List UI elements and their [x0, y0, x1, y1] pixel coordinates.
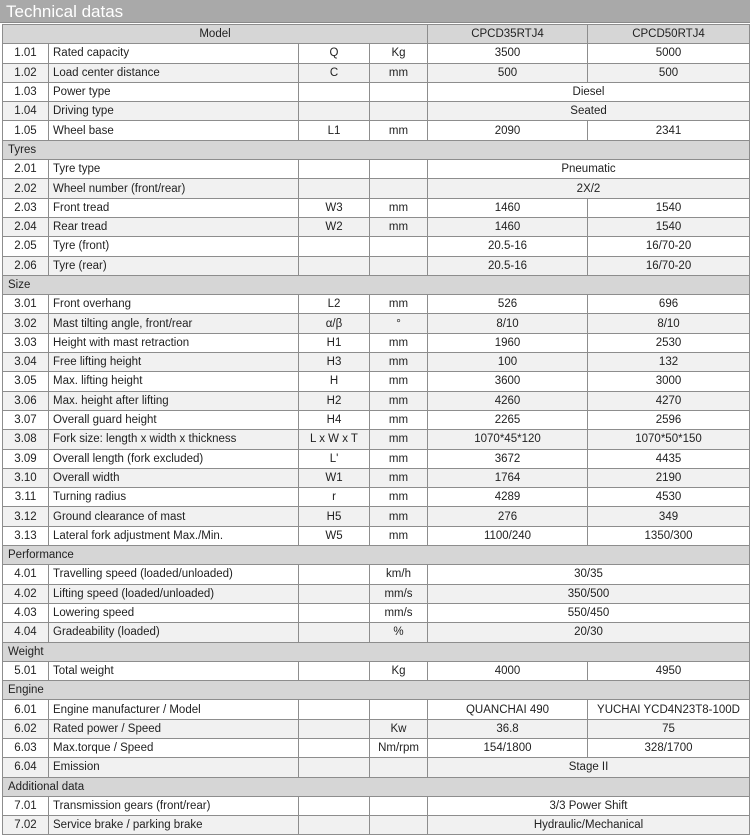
row-value-shared: 2X/2 — [428, 179, 750, 198]
row-number: 1.01 — [3, 44, 49, 63]
row-symbol: H2 — [299, 391, 370, 410]
table-row — [3, 295, 750, 314]
row-label: Rated power / Speed — [49, 719, 299, 738]
row-unit: mm — [370, 121, 428, 140]
row-unit: mm — [370, 449, 428, 468]
row-number: 3.01 — [3, 295, 49, 314]
row-label: Total weight — [49, 661, 299, 680]
row-value-model-2: 1540 — [588, 198, 750, 217]
row-label: Front overhang — [49, 295, 299, 314]
row-symbol — [299, 738, 370, 757]
row-symbol: Q — [299, 44, 370, 63]
row-value-model-2: 1350/300 — [588, 526, 750, 545]
table-row — [3, 237, 750, 256]
row-value-model-2: 1070*50*150 — [588, 430, 750, 449]
row-symbol — [299, 584, 370, 603]
row-number: 2.03 — [3, 198, 49, 217]
row-value-model-2: 4530 — [588, 488, 750, 507]
table-row — [3, 121, 750, 140]
row-label: Front tread — [49, 198, 299, 217]
row-value-model-1: 20.5-16 — [428, 237, 588, 256]
row-unit — [370, 758, 428, 777]
row-symbol — [299, 160, 370, 179]
row-unit: % — [370, 623, 428, 642]
row-symbol: H1 — [299, 333, 370, 352]
row-number: 6.04 — [3, 758, 49, 777]
section-title: Engine — [3, 681, 750, 700]
row-symbol — [299, 82, 370, 101]
row-value-shared: 20/30 — [428, 623, 750, 642]
row-label: Wheel base — [49, 121, 299, 140]
row-unit: mm — [370, 63, 428, 82]
row-symbol — [299, 102, 370, 121]
model-label: Model — [3, 25, 428, 44]
table-row — [3, 700, 750, 719]
row-number: 6.01 — [3, 700, 49, 719]
row-number: 3.02 — [3, 314, 49, 333]
row-label: Ground clearance of mast — [49, 507, 299, 526]
row-label: Wheel number (front/rear) — [49, 179, 299, 198]
table-row — [3, 738, 750, 757]
row-label: Lowering speed — [49, 603, 299, 622]
row-value-shared: Stage II — [428, 758, 750, 777]
row-label: Fork size: length x width x thickness — [49, 430, 299, 449]
row-symbol: L' — [299, 449, 370, 468]
row-value-shared: 350/500 — [428, 584, 750, 603]
table-row — [3, 179, 750, 198]
section-header — [3, 642, 750, 661]
row-label: Free lifting height — [49, 353, 299, 372]
section-title: Tyres — [3, 140, 750, 159]
row-number: 3.07 — [3, 410, 49, 429]
row-value-model-2: 2190 — [588, 468, 750, 487]
row-label: Tyre type — [49, 160, 299, 179]
row-symbol — [299, 816, 370, 835]
table-row — [3, 198, 750, 217]
row-symbol — [299, 603, 370, 622]
row-number: 2.04 — [3, 217, 49, 236]
row-number: 3.03 — [3, 333, 49, 352]
row-unit: mm — [370, 410, 428, 429]
row-label: Mast tilting angle, front/rear — [49, 314, 299, 333]
row-value-model-2: 4950 — [588, 661, 750, 680]
row-symbol — [299, 796, 370, 815]
row-number: 3.05 — [3, 372, 49, 391]
row-number: 3.13 — [3, 526, 49, 545]
row-number: 2.02 — [3, 179, 49, 198]
table-row — [3, 796, 750, 815]
row-unit: mm — [370, 391, 428, 410]
row-value-model-1: 2090 — [428, 121, 588, 140]
row-unit: mm — [370, 526, 428, 545]
row-label: Engine manufacturer / Model — [49, 700, 299, 719]
row-unit: mm — [370, 507, 428, 526]
table-row — [3, 565, 750, 584]
row-value-model-2: 16/70-20 — [588, 237, 750, 256]
row-number: 3.08 — [3, 430, 49, 449]
table-row — [3, 526, 750, 545]
spec-table — [2, 24, 750, 835]
row-unit — [370, 82, 428, 101]
row-unit: mm — [370, 333, 428, 352]
row-value-model-1: 500 — [428, 63, 588, 82]
row-unit: mm — [370, 353, 428, 372]
row-value-model-2: 349 — [588, 507, 750, 526]
row-symbol: W5 — [299, 526, 370, 545]
table-row — [3, 603, 750, 622]
row-label: Rated capacity — [49, 44, 299, 63]
row-value-model-1: 36.8 — [428, 719, 588, 738]
row-value-model-2: 696 — [588, 295, 750, 314]
row-value-model-2: 3000 — [588, 372, 750, 391]
row-unit: mm — [370, 468, 428, 487]
row-symbol: W3 — [299, 198, 370, 217]
row-label: Tyre (rear) — [49, 256, 299, 275]
row-unit: Kg — [370, 44, 428, 63]
row-value-shared: 30/35 — [428, 565, 750, 584]
row-value-model-2: 2596 — [588, 410, 750, 429]
table-row — [3, 217, 750, 236]
table-row — [3, 488, 750, 507]
row-unit: mm — [370, 488, 428, 507]
table-row — [3, 314, 750, 333]
table-row — [3, 333, 750, 352]
row-label: Max. lifting height — [49, 372, 299, 391]
row-label: Overall length (fork excluded) — [49, 449, 299, 468]
row-symbol — [299, 758, 370, 777]
row-symbol: C — [299, 63, 370, 82]
section-header — [3, 140, 750, 159]
row-unit: mm/s — [370, 584, 428, 603]
row-number: 3.06 — [3, 391, 49, 410]
row-number: 3.10 — [3, 468, 49, 487]
model-1: CPCD35RTJ4 — [428, 25, 588, 44]
section-header — [3, 777, 750, 796]
row-symbol — [299, 256, 370, 275]
row-number: 7.02 — [3, 816, 49, 835]
row-label: Travelling speed (loaded/unloaded) — [49, 565, 299, 584]
table-row — [3, 430, 750, 449]
row-unit — [370, 256, 428, 275]
row-value-model-1: 8/10 — [428, 314, 588, 333]
row-symbol: H3 — [299, 353, 370, 372]
row-unit — [370, 816, 428, 835]
row-symbol: L1 — [299, 121, 370, 140]
row-unit: mm — [370, 372, 428, 391]
section-title: Performance — [3, 546, 750, 565]
row-value-model-2: 2341 — [588, 121, 750, 140]
row-value-shared: 3/3 Power Shift — [428, 796, 750, 815]
row-number: 4.02 — [3, 584, 49, 603]
table-row — [3, 372, 750, 391]
row-label: Lifting speed (loaded/unloaded) — [49, 584, 299, 603]
row-value-model-1: 1460 — [428, 198, 588, 217]
row-symbol: L x W x T — [299, 430, 370, 449]
row-number: 6.03 — [3, 738, 49, 757]
table-row — [3, 44, 750, 63]
page-title: Technical datas — [6, 2, 124, 21]
row-symbol: H4 — [299, 410, 370, 429]
table-row — [3, 102, 750, 121]
row-value-model-1: 1100/240 — [428, 526, 588, 545]
row-label: Overall guard height — [49, 410, 299, 429]
row-symbol — [299, 565, 370, 584]
row-label: Height with mast retraction — [49, 333, 299, 352]
row-label: Tyre (front) — [49, 237, 299, 256]
section-title: Size — [3, 275, 750, 294]
row-label: Emission — [49, 758, 299, 777]
section-header — [3, 681, 750, 700]
row-number: 6.02 — [3, 719, 49, 738]
row-unit — [370, 160, 428, 179]
row-value-model-1: 1460 — [428, 217, 588, 236]
row-value-model-2: 1540 — [588, 217, 750, 236]
row-label: Max. height after lifting — [49, 391, 299, 410]
row-number: 4.03 — [3, 603, 49, 622]
row-value-shared: Diesel — [428, 82, 750, 101]
row-value-model-1: 526 — [428, 295, 588, 314]
row-number: 1.05 — [3, 121, 49, 140]
row-symbol — [299, 661, 370, 680]
row-number: 7.01 — [3, 796, 49, 815]
table-row — [3, 63, 750, 82]
row-symbol — [299, 237, 370, 256]
row-value-model-2: 132 — [588, 353, 750, 372]
row-label: Lateral fork adjustment Max./Min. — [49, 526, 299, 545]
row-unit — [370, 179, 428, 198]
row-unit — [370, 102, 428, 121]
row-value-model-1: 3500 — [428, 44, 588, 63]
row-value-model-1: 20.5-16 — [428, 256, 588, 275]
row-number: 2.05 — [3, 237, 49, 256]
row-value-model-2: 5000 — [588, 44, 750, 63]
row-value-model-2: 500 — [588, 63, 750, 82]
header-row — [3, 25, 750, 44]
row-label: Power type — [49, 82, 299, 101]
row-value-model-2: 4270 — [588, 391, 750, 410]
row-number: 3.09 — [3, 449, 49, 468]
row-value-model-1: 276 — [428, 507, 588, 526]
row-symbol: L2 — [299, 295, 370, 314]
row-unit: mm — [370, 295, 428, 314]
row-number: 3.12 — [3, 507, 49, 526]
row-unit: mm — [370, 198, 428, 217]
row-symbol: W2 — [299, 217, 370, 236]
row-symbol — [299, 700, 370, 719]
row-number: 4.01 — [3, 565, 49, 584]
row-symbol — [299, 623, 370, 642]
row-label: Overall width — [49, 468, 299, 487]
row-label: Transmission gears (front/rear) — [49, 796, 299, 815]
row-label: Turning radius — [49, 488, 299, 507]
row-number: 1.02 — [3, 63, 49, 82]
row-value-model-1: 1070*45*120 — [428, 430, 588, 449]
row-unit: mm/s — [370, 603, 428, 622]
table-row — [3, 661, 750, 680]
row-unit: mm — [370, 217, 428, 236]
row-unit: ° — [370, 314, 428, 333]
table-row — [3, 584, 750, 603]
row-label: Driving type — [49, 102, 299, 121]
row-value-model-1: 4289 — [428, 488, 588, 507]
row-value-model-2: 75 — [588, 719, 750, 738]
row-symbol: H — [299, 372, 370, 391]
row-value-model-1: 2265 — [428, 410, 588, 429]
row-value-model-2: 16/70-20 — [588, 256, 750, 275]
row-unit: Nm/rpm — [370, 738, 428, 757]
row-symbol: W1 — [299, 468, 370, 487]
row-value-model-1: 1960 — [428, 333, 588, 352]
row-value-model-1: 100 — [428, 353, 588, 372]
table-row — [3, 449, 750, 468]
table-row — [3, 468, 750, 487]
row-label: Gradeability (loaded) — [49, 623, 299, 642]
row-value-model-2: YUCHAI YCD4N23T8-100D — [588, 700, 750, 719]
row-value-shared: Hydraulic/Mechanical — [428, 816, 750, 835]
row-label: Service brake / parking brake — [49, 816, 299, 835]
row-symbol — [299, 179, 370, 198]
table-row — [3, 719, 750, 738]
row-unit — [370, 796, 428, 815]
row-value-model-1: 1764 — [428, 468, 588, 487]
row-number: 5.01 — [3, 661, 49, 680]
table-row — [3, 410, 750, 429]
row-value-model-2: 4435 — [588, 449, 750, 468]
row-value-shared: 550/450 — [428, 603, 750, 622]
row-number: 1.04 — [3, 102, 49, 121]
section-title: Weight — [3, 642, 750, 661]
spec-body — [3, 25, 750, 835]
row-number: 1.03 — [3, 82, 49, 101]
row-number: 3.04 — [3, 353, 49, 372]
row-value-model-1: 154/1800 — [428, 738, 588, 757]
title-bar — [0, 0, 750, 23]
table-row — [3, 391, 750, 410]
row-unit: km/h — [370, 565, 428, 584]
table-row — [3, 82, 750, 101]
row-symbol: H5 — [299, 507, 370, 526]
model-2: CPCD50RTJ4 — [588, 25, 750, 44]
row-value-model-1: 3672 — [428, 449, 588, 468]
row-unit: Kg — [370, 661, 428, 680]
row-label: Rear tread — [49, 217, 299, 236]
row-unit — [370, 237, 428, 256]
row-value-model-1: 4260 — [428, 391, 588, 410]
table-row — [3, 507, 750, 526]
row-label: Max.torque / Speed — [49, 738, 299, 757]
table-row — [3, 160, 750, 179]
row-value-model-2: 2530 — [588, 333, 750, 352]
row-unit: mm — [370, 430, 428, 449]
row-unit — [370, 700, 428, 719]
row-value-model-1: 3600 — [428, 372, 588, 391]
row-number: 3.11 — [3, 488, 49, 507]
row-number: 2.06 — [3, 256, 49, 275]
row-value-model-2: 328/1700 — [588, 738, 750, 757]
section-header — [3, 275, 750, 294]
table-row — [3, 256, 750, 275]
row-value-model-1: QUANCHAI 490 — [428, 700, 588, 719]
row-value-shared: Seated — [428, 102, 750, 121]
row-symbol: r — [299, 488, 370, 507]
row-number: 4.04 — [3, 623, 49, 642]
row-value-model-1: 4000 — [428, 661, 588, 680]
row-value-shared: Pneumatic — [428, 160, 750, 179]
section-title: Additional data — [3, 777, 750, 796]
row-number: 2.01 — [3, 160, 49, 179]
row-symbol: α/β — [299, 314, 370, 333]
table-row — [3, 816, 750, 835]
row-unit: Kw — [370, 719, 428, 738]
table-row — [3, 758, 750, 777]
row-value-model-2: 8/10 — [588, 314, 750, 333]
section-header — [3, 546, 750, 565]
row-label: Load center distance — [49, 63, 299, 82]
row-symbol — [299, 719, 370, 738]
table-row — [3, 353, 750, 372]
table-row — [3, 623, 750, 642]
